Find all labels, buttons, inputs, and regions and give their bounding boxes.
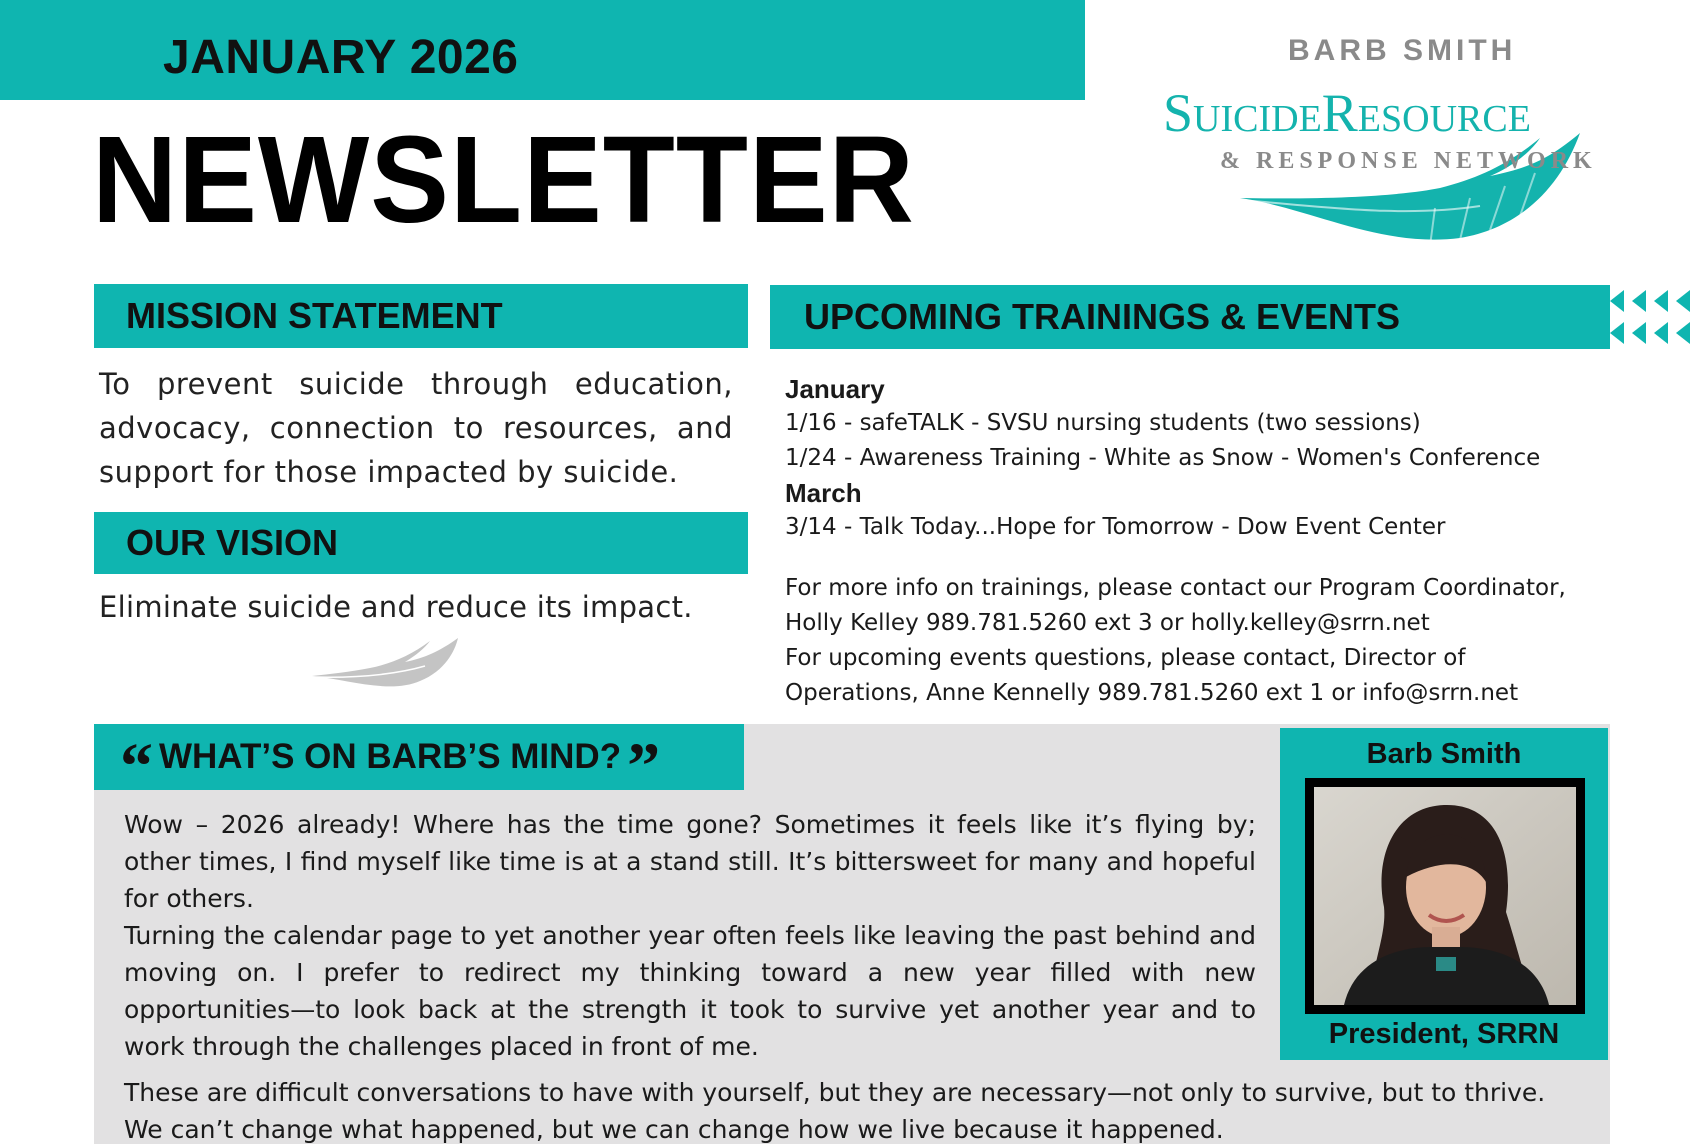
- events-heading: UPCOMING TRAININGS & EVENTS: [804, 296, 1401, 337]
- portrait-photo: [1314, 787, 1576, 1005]
- event-item: 1/24 - Awareness Training - White as Snow - Women's Conference: [785, 445, 1541, 471]
- vision-heading-bar: [94, 512, 748, 574]
- mind-body: [124, 806, 1256, 1065]
- event-month: January: [785, 374, 885, 404]
- bio-role: President, SRRN: [1328, 1018, 1560, 1050]
- contact-line: For upcoming events questions, please contact, Director of: [785, 645, 1466, 671]
- mind-paragraph: Wow – 2026 already! Where has the time gone? Sometimes it feels like it’s flying by; other times, I find myself like time is at a stand still. It’s bittersweet for many and hopeful for others.: [124, 810, 1256, 913]
- mind-paragraph: These are difficult conversations to have with yourself, but they are necessary—not only to survive, but to thrive. We can’t change what happened, but we can change how we live because it happened.: [124, 1078, 1546, 1144]
- mission-heading: MISSION STATEMENT: [126, 295, 503, 336]
- mind-paragraph: Turning the calendar page to yet another year often feels like leaving the past behind and moving on. I prefer to redirect my thinking toward a new year filled with new opportunities—to look back at the strength it took to survive yet another year and to work through the challenges placed in front of me.: [124, 921, 1256, 1061]
- event-item: 1/16 - safeTALK - SVSU nursing students (two sessions): [785, 410, 1421, 436]
- logo-org-name: SuicideResource: [1163, 83, 1531, 143]
- logo-person-name: BARB SMITH: [1288, 34, 1517, 67]
- mind-heading: WHAT’S ON BARB’S MIND?: [159, 737, 622, 776]
- issue-date: JANUARY 2026: [163, 31, 519, 84]
- events-contact-info: [785, 571, 1665, 711]
- event-item: 3/14 - Talk Today...Hope for Tomorrow - Dow Event Center: [785, 514, 1446, 540]
- vision-text: Eliminate suicide and reduce its impact.: [99, 590, 693, 624]
- contact-line: Operations, Anne Kennelly 989.781.5260 ext 1 or info@srrn.net: [785, 680, 1519, 706]
- event-month: March: [785, 478, 862, 508]
- bio-name: Barb Smith: [1366, 738, 1522, 770]
- mind-heading-bar: [94, 724, 744, 803]
- mission-heading-bar: [94, 284, 748, 348]
- arrows-decoration-icon: [1608, 288, 1699, 350]
- vision-heading: OUR VISION: [126, 522, 339, 563]
- feather-icon: [310, 636, 460, 696]
- newsletter-title: NEWSLETTER: [92, 110, 915, 250]
- mission-text: To prevent suicide through education, advocacy, connection to resources, and support for those impacted by suicide.: [99, 367, 733, 489]
- contact-line: Holly Kelley 989.781.5260 ext 3 or holly.kelley@srrn.net: [785, 610, 1430, 636]
- logo-org-subtitle: & RESPONSE NETWORK: [1220, 148, 1597, 174]
- events-list: [785, 372, 1665, 545]
- open-quote-icon: “: [120, 730, 153, 803]
- mind-body-wide: [124, 1074, 1576, 1148]
- events-heading-bar: [770, 285, 1610, 349]
- contact-line: For more info on trainings, please contact our Program Coordinator,: [785, 575, 1566, 601]
- close-quote-icon: ”: [627, 730, 661, 803]
